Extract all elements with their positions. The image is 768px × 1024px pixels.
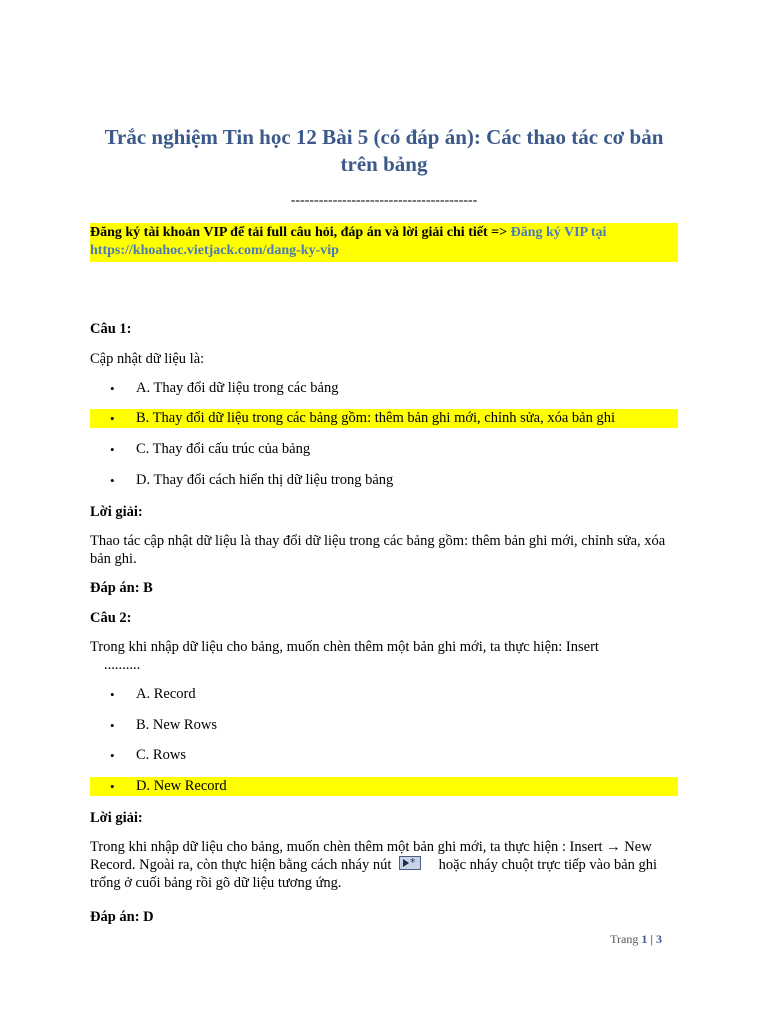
question-1-option-a: • A. Thay đổi dữ liệu trong các bảng — [110, 380, 339, 396]
title-divider: ---------------------------------------- — [290, 193, 478, 208]
bullet-icon: • — [110, 687, 115, 702]
question-2-text: Trong khi nhập dữ liệu cho bảng, muốn chèn thêm một bản ghi mới, ta thực hiện: Insert .......... — [90, 639, 599, 673]
footer-prefix: Trang — [610, 932, 642, 946]
question-2-option-c: • C. Rows — [110, 747, 186, 763]
question-1-text: Cập nhật dữ liệu là: — [90, 351, 205, 367]
vip-promo-banner — [90, 223, 678, 262]
bullet-icon: • — [110, 779, 115, 794]
bullet-icon: • — [110, 718, 115, 733]
bullet-icon: • — [110, 473, 115, 488]
footer-total-pages: 3 — [656, 932, 662, 946]
question-1-option-c: • C. Thay đổi cấu trúc của bảng — [110, 441, 311, 457]
question-2-answer: Đáp án: D — [90, 909, 154, 925]
question-2-option-a: • A. Record — [110, 686, 196, 702]
question-1-answer: Đáp án: B — [90, 580, 153, 596]
promo-text: Đăng ký tài khoản VIP để tải full câu hỏi, đáp án và lời giải chi tiết => — [90, 225, 511, 240]
page-footer — [520, 931, 662, 947]
vip-link-label[interactable]: Đăng ký VIP tại — [510, 225, 607, 240]
footer-separator: | — [647, 932, 656, 946]
bullet-icon: • — [110, 381, 115, 396]
question-2-solution-label: Lời giải: — [90, 810, 143, 826]
question-1-option-d: • D. Thay đổi cách hiển thị dữ liệu trong bảng — [110, 472, 394, 488]
bullet-icon: • — [110, 411, 115, 426]
question-1-label: Câu 1: — [90, 321, 132, 337]
footer-current-page: 1 — [641, 932, 648, 946]
new-record-icon: * — [399, 856, 421, 870]
question-1-solution-label: Lời giải: — [90, 504, 143, 520]
question-2-option-d-correct: • D. New Record — [90, 777, 678, 796]
vip-link-url[interactable]: https://khoahoc.vietjack.com/dang-ky-vip — [90, 243, 339, 258]
question-2-solution-text: Trong khi nhập dữ liệu cho bảng, muốn chèn thêm một bản ghi mới, ta thực hiện : Insert → New Record. Ngoài ra, còn thực hiện bằng cách nháy nút * hoặc nháy chuột trực tiếp vào bản ghi trống ở cuối bảng rồi gõ dữ liệu tương ứng. — [90, 839, 658, 891]
question-1-solution-text: Thao tác cập nhật dữ liệu là thay đổi dữ liệu trong các bảng gồm: thêm bản ghi mới, chỉnh sửa, xóa bản ghi. — [90, 533, 666, 567]
question-1-option-b-correct: • B. Thay đổi dữ liệu trong các bảng gồm: thêm bản ghi mới, chỉnh sửa, xóa bản ghi — [90, 409, 678, 428]
question-2-label: Câu 2: — [90, 610, 132, 626]
question-2-option-b: • B. New Rows — [110, 717, 217, 733]
bullet-icon: • — [110, 442, 115, 457]
page-title: Trắc nghiệm Tin học 12 Bài 5 (có đáp án): Các thao tác cơ bản trên bảng — [104, 125, 664, 176]
bullet-icon: • — [110, 748, 115, 763]
